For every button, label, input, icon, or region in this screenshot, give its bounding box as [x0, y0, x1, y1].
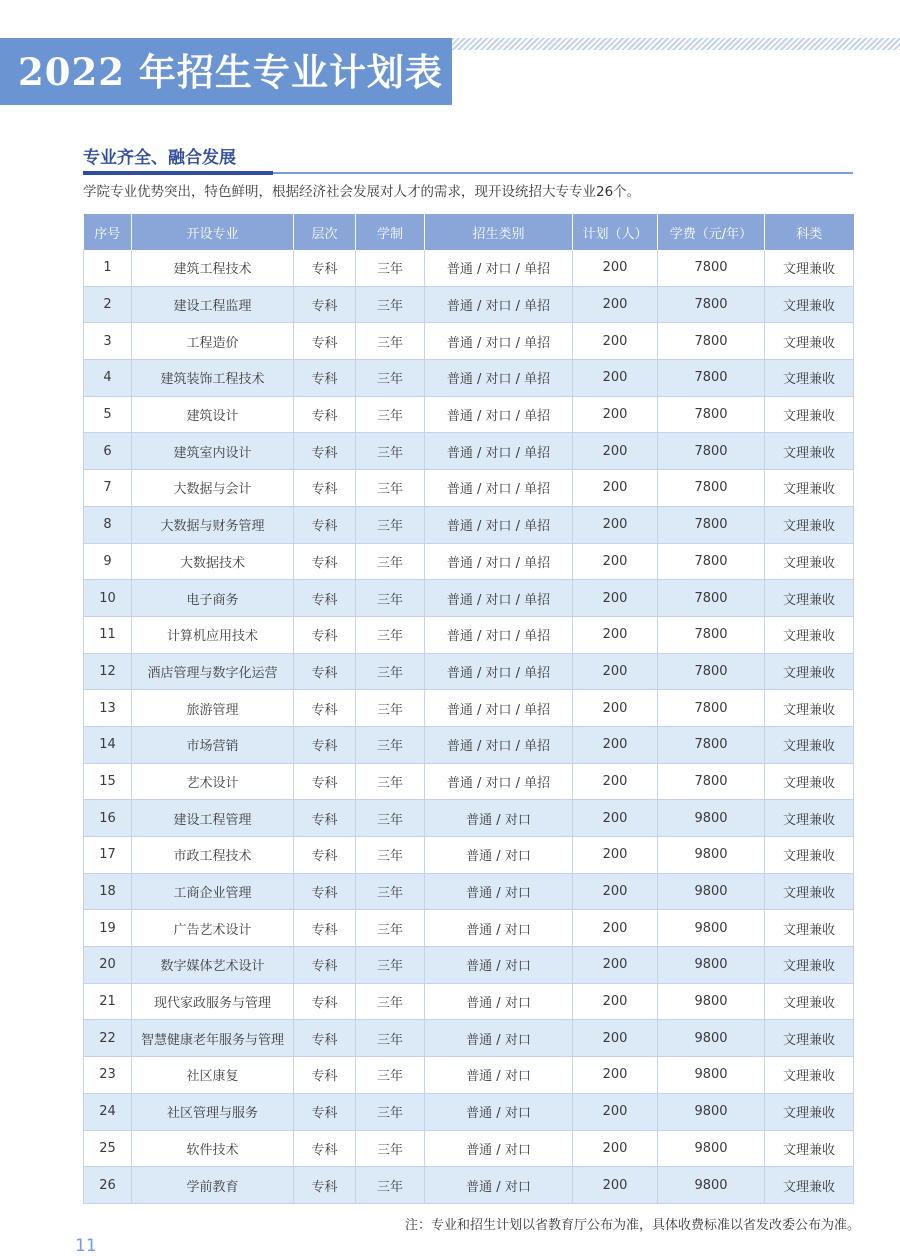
cell-duration: 三年 [356, 1057, 425, 1094]
cell-level: 专科 [294, 250, 356, 286]
cell-index: 22 [84, 1020, 132, 1057]
column-header-index: 序号 [84, 214, 132, 250]
cell-level: 专科 [294, 543, 356, 580]
cell-subject: 文理兼收 [765, 580, 854, 617]
cell-quota: 200 [573, 947, 658, 984]
table-row [84, 800, 854, 837]
cell-admission-type: 普通 / 对口 / 单招 [425, 653, 573, 690]
cell-quota: 200 [573, 873, 658, 910]
cell-major: 工商企业管理 [132, 873, 294, 910]
table-row [84, 1057, 854, 1094]
cell-subject: 文理兼收 [765, 616, 854, 653]
cell-tuition: 7800 [658, 250, 765, 286]
cell-quota: 200 [573, 616, 658, 653]
cell-admission-type: 普通 / 对口 [425, 947, 573, 984]
cell-tuition: 7800 [658, 433, 765, 470]
cell-duration: 三年 [356, 1093, 425, 1130]
cell-quota: 200 [573, 1167, 658, 1204]
cell-admission-type: 普通 / 对口 [425, 1167, 573, 1204]
table-row [84, 286, 854, 323]
cell-tuition: 9800 [658, 947, 765, 984]
table-row [84, 1130, 854, 1167]
cell-tuition: 9800 [658, 837, 765, 874]
cell-admission-type: 普通 / 对口 / 单招 [425, 580, 573, 617]
cell-major: 建设工程管理 [132, 800, 294, 837]
column-header-major: 开设专业 [132, 214, 294, 250]
column-header-tuition: 学费（元/年） [658, 214, 765, 250]
cell-subject: 文理兼收 [765, 470, 854, 507]
cell-tuition: 9800 [658, 983, 765, 1020]
column-header-admission-type: 招生类别 [425, 214, 573, 250]
cell-subject: 文理兼收 [765, 800, 854, 837]
cell-quota: 200 [573, 286, 658, 323]
cell-level: 专科 [294, 1020, 356, 1057]
cell-admission-type: 普通 / 对口 / 单招 [425, 763, 573, 800]
cell-duration: 三年 [356, 470, 425, 507]
table-row [84, 433, 854, 470]
cell-duration: 三年 [356, 837, 425, 874]
cell-subject: 文理兼收 [765, 653, 854, 690]
cell-subject: 文理兼收 [765, 763, 854, 800]
cell-level: 专科 [294, 433, 356, 470]
cell-level: 专科 [294, 653, 356, 690]
cell-quota: 200 [573, 580, 658, 617]
cell-level: 专科 [294, 800, 356, 837]
cell-tuition: 7800 [658, 726, 765, 763]
cell-level: 专科 [294, 580, 356, 617]
cell-duration: 三年 [356, 726, 425, 763]
section-intro: 学院专业优势突出，特色鲜明，根据经济社会发展对人才的需求，现开设统招大专专业26个。 [83, 184, 641, 200]
cell-major: 建筑设计 [132, 396, 294, 433]
cell-tuition: 7800 [658, 653, 765, 690]
cell-admission-type: 普通 / 对口 / 单招 [425, 470, 573, 507]
cell-index: 11 [84, 616, 132, 653]
cell-level: 专科 [294, 947, 356, 984]
table-row [84, 837, 854, 874]
cell-major: 大数据技术 [132, 543, 294, 580]
cell-tuition: 7800 [658, 470, 765, 507]
cell-quota: 200 [573, 543, 658, 580]
cell-subject: 文理兼收 [765, 396, 854, 433]
cell-index: 25 [84, 1130, 132, 1167]
cell-admission-type: 普通 / 对口 [425, 910, 573, 947]
table-row [84, 873, 854, 910]
cell-level: 专科 [294, 360, 356, 397]
cell-major: 大数据与财务管理 [132, 506, 294, 543]
cell-level: 专科 [294, 1167, 356, 1204]
cell-duration: 三年 [356, 616, 425, 653]
cell-index: 17 [84, 837, 132, 874]
cell-quota: 200 [573, 250, 658, 286]
table-row [84, 580, 854, 617]
table-row [84, 910, 854, 947]
cell-tuition: 9800 [658, 1130, 765, 1167]
cell-level: 专科 [294, 323, 356, 360]
cell-subject: 文理兼收 [765, 726, 854, 763]
cell-index: 23 [84, 1057, 132, 1094]
cell-admission-type: 普通 / 对口 / 单招 [425, 690, 573, 727]
cell-major: 广告艺术设计 [132, 910, 294, 947]
cell-subject: 文理兼收 [765, 1057, 854, 1094]
cell-duration: 三年 [356, 580, 425, 617]
column-header-subject: 科类 [765, 214, 854, 250]
cell-duration: 三年 [356, 947, 425, 984]
cell-major: 智慧健康老年服务与管理 [132, 1020, 294, 1057]
cell-quota: 200 [573, 360, 658, 397]
cell-major: 社区康复 [132, 1057, 294, 1094]
cell-index: 14 [84, 726, 132, 763]
cell-quota: 200 [573, 983, 658, 1020]
section-divider [83, 172, 853, 174]
table-row [84, 616, 854, 653]
cell-index: 10 [84, 580, 132, 617]
cell-tuition: 9800 [658, 1020, 765, 1057]
cell-index: 18 [84, 873, 132, 910]
cell-tuition: 7800 [658, 323, 765, 360]
cell-major: 建筑装饰工程技术 [132, 360, 294, 397]
cell-index: 26 [84, 1167, 132, 1204]
cell-level: 专科 [294, 1130, 356, 1167]
cell-quota: 200 [573, 690, 658, 727]
cell-duration: 三年 [356, 1167, 425, 1204]
cell-major: 建设工程监理 [132, 286, 294, 323]
cell-level: 专科 [294, 726, 356, 763]
section-title: 专业齐全、融合发展 [83, 148, 236, 168]
cell-subject: 文理兼收 [765, 983, 854, 1020]
cell-duration: 三年 [356, 396, 425, 433]
cell-major: 现代家政服务与管理 [132, 983, 294, 1020]
cell-admission-type: 普通 / 对口 / 单招 [425, 616, 573, 653]
cell-level: 专科 [294, 396, 356, 433]
cell-major: 工程造价 [132, 323, 294, 360]
cell-admission-type: 普通 / 对口 / 单招 [425, 543, 573, 580]
cell-quota: 200 [573, 1093, 658, 1130]
cell-tuition: 9800 [658, 1093, 765, 1130]
table-row [84, 763, 854, 800]
cell-tuition: 7800 [658, 543, 765, 580]
decorative-hatch-stripe [452, 38, 900, 50]
table-header-row [84, 214, 854, 250]
cell-index: 13 [84, 690, 132, 727]
cell-index: 12 [84, 653, 132, 690]
cell-admission-type: 普通 / 对口 [425, 800, 573, 837]
cell-quota: 200 [573, 1057, 658, 1094]
cell-subject: 文理兼收 [765, 506, 854, 543]
cell-duration: 三年 [356, 286, 425, 323]
footnote: 注：专业和招生计划以省教育厅公布为准，具体收费标准以省发改委公布为准。 [404, 1218, 860, 1233]
table-row [84, 1093, 854, 1130]
cell-major: 数字媒体艺术设计 [132, 947, 294, 984]
cell-subject: 文理兼收 [765, 1130, 854, 1167]
table-row [84, 506, 854, 543]
cell-tuition: 7800 [658, 763, 765, 800]
cell-duration: 三年 [356, 690, 425, 727]
cell-tuition: 7800 [658, 616, 765, 653]
cell-major: 计算机应用技术 [132, 616, 294, 653]
cell-index: 4 [84, 360, 132, 397]
cell-level: 专科 [294, 910, 356, 947]
cell-index: 9 [84, 543, 132, 580]
cell-tuition: 9800 [658, 1057, 765, 1094]
cell-level: 专科 [294, 1057, 356, 1094]
title-band [0, 38, 452, 105]
cell-admission-type: 普通 / 对口 / 单招 [425, 396, 573, 433]
cell-quota: 200 [573, 470, 658, 507]
cell-tuition: 7800 [658, 506, 765, 543]
column-header-quota: 计划（人） [573, 214, 658, 250]
table-row [84, 250, 854, 286]
cell-level: 专科 [294, 1093, 356, 1130]
column-header-duration: 学制 [356, 214, 425, 250]
cell-index: 3 [84, 323, 132, 360]
cell-major: 大数据与会计 [132, 470, 294, 507]
cell-index: 21 [84, 983, 132, 1020]
cell-index: 1 [84, 250, 132, 286]
cell-admission-type: 普通 / 对口 / 单招 [425, 360, 573, 397]
cell-level: 专科 [294, 506, 356, 543]
cell-level: 专科 [294, 690, 356, 727]
cell-duration: 三年 [356, 653, 425, 690]
cell-subject: 文理兼收 [765, 1093, 854, 1130]
cell-subject: 文理兼收 [765, 250, 854, 286]
cell-quota: 200 [573, 800, 658, 837]
cell-quota: 200 [573, 396, 658, 433]
cell-duration: 三年 [356, 1020, 425, 1057]
cell-duration: 三年 [356, 360, 425, 397]
cell-index: 16 [84, 800, 132, 837]
cell-major: 建筑工程技术 [132, 250, 294, 286]
cell-level: 专科 [294, 286, 356, 323]
page-number: 11 [75, 1236, 97, 1256]
cell-quota: 200 [573, 1130, 658, 1167]
cell-level: 专科 [294, 983, 356, 1020]
cell-tuition: 7800 [658, 580, 765, 617]
cell-duration: 三年 [356, 800, 425, 837]
cell-admission-type: 普通 / 对口 / 单招 [425, 250, 573, 286]
cell-duration: 三年 [356, 323, 425, 360]
column-header-level: 层次 [294, 214, 356, 250]
table-row [84, 983, 854, 1020]
cell-subject: 文理兼收 [765, 543, 854, 580]
cell-quota: 200 [573, 837, 658, 874]
cell-admission-type: 普通 / 对口 / 单招 [425, 506, 573, 543]
cell-major: 软件技术 [132, 1130, 294, 1167]
table-row [84, 1167, 854, 1204]
table-row [84, 543, 854, 580]
cell-quota: 200 [573, 506, 658, 543]
table-row [84, 396, 854, 433]
cell-duration: 三年 [356, 910, 425, 947]
cell-major: 建筑室内设计 [132, 433, 294, 470]
cell-subject: 文理兼收 [765, 286, 854, 323]
cell-admission-type: 普通 / 对口 / 单招 [425, 286, 573, 323]
cell-admission-type: 普通 / 对口 [425, 1130, 573, 1167]
cell-quota: 200 [573, 910, 658, 947]
table-row [84, 323, 854, 360]
cell-duration: 三年 [356, 873, 425, 910]
cell-index: 20 [84, 947, 132, 984]
table-row [84, 653, 854, 690]
cell-admission-type: 普通 / 对口 [425, 1093, 573, 1130]
cell-index: 2 [84, 286, 132, 323]
enrollment-plan-table [83, 214, 854, 1204]
cell-quota: 200 [573, 323, 658, 360]
table-row [84, 1020, 854, 1057]
cell-admission-type: 普通 / 对口 / 单招 [425, 323, 573, 360]
cell-duration: 三年 [356, 506, 425, 543]
cell-index: 19 [84, 910, 132, 947]
cell-subject: 文理兼收 [765, 323, 854, 360]
cell-duration: 三年 [356, 250, 425, 286]
cell-tuition: 7800 [658, 360, 765, 397]
cell-admission-type: 普通 / 对口 [425, 837, 573, 874]
cell-major: 学前教育 [132, 1167, 294, 1204]
cell-quota: 200 [573, 1020, 658, 1057]
cell-level: 专科 [294, 616, 356, 653]
cell-level: 专科 [294, 470, 356, 507]
cell-tuition: 7800 [658, 286, 765, 323]
cell-quota: 200 [573, 653, 658, 690]
cell-duration: 三年 [356, 543, 425, 580]
cell-subject: 文理兼收 [765, 360, 854, 397]
page-title: 2022 年招生专业计划表 [18, 50, 443, 94]
cell-subject: 文理兼收 [765, 690, 854, 727]
cell-tuition: 9800 [658, 800, 765, 837]
cell-tuition: 7800 [658, 690, 765, 727]
table-row [84, 947, 854, 984]
cell-tuition: 9800 [658, 1167, 765, 1204]
cell-major: 市场营销 [132, 726, 294, 763]
cell-admission-type: 普通 / 对口 / 单招 [425, 726, 573, 763]
cell-level: 专科 [294, 763, 356, 800]
cell-major: 酒店管理与数字化运营 [132, 653, 294, 690]
cell-subject: 文理兼收 [765, 873, 854, 910]
cell-duration: 三年 [356, 983, 425, 1020]
cell-subject: 文理兼收 [765, 1167, 854, 1204]
cell-subject: 文理兼收 [765, 837, 854, 874]
cell-major: 旅游管理 [132, 690, 294, 727]
cell-major: 社区管理与服务 [132, 1093, 294, 1130]
cell-tuition: 7800 [658, 396, 765, 433]
cell-subject: 文理兼收 [765, 947, 854, 984]
table-row [84, 690, 854, 727]
cell-tuition: 9800 [658, 910, 765, 947]
cell-admission-type: 普通 / 对口 [425, 1020, 573, 1057]
cell-duration: 三年 [356, 763, 425, 800]
cell-admission-type: 普通 / 对口 / 单招 [425, 433, 573, 470]
cell-index: 8 [84, 506, 132, 543]
cell-quota: 200 [573, 763, 658, 800]
cell-subject: 文理兼收 [765, 1020, 854, 1057]
cell-level: 专科 [294, 873, 356, 910]
cell-index: 5 [84, 396, 132, 433]
cell-duration: 三年 [356, 433, 425, 470]
cell-major: 电子商务 [132, 580, 294, 617]
table-row [84, 360, 854, 397]
table-row [84, 726, 854, 763]
cell-major: 市政工程技术 [132, 837, 294, 874]
cell-index: 6 [84, 433, 132, 470]
cell-admission-type: 普通 / 对口 [425, 983, 573, 1020]
cell-duration: 三年 [356, 1130, 425, 1167]
cell-admission-type: 普通 / 对口 [425, 873, 573, 910]
cell-admission-type: 普通 / 对口 [425, 1057, 573, 1094]
cell-major: 艺术设计 [132, 763, 294, 800]
cell-subject: 文理兼收 [765, 910, 854, 947]
cell-index: 15 [84, 763, 132, 800]
cell-level: 专科 [294, 837, 356, 874]
cell-quota: 200 [573, 726, 658, 763]
cell-subject: 文理兼收 [765, 433, 854, 470]
cell-index: 24 [84, 1093, 132, 1130]
cell-index: 7 [84, 470, 132, 507]
cell-quota: 200 [573, 433, 658, 470]
table-row [84, 470, 854, 507]
cell-tuition: 9800 [658, 873, 765, 910]
